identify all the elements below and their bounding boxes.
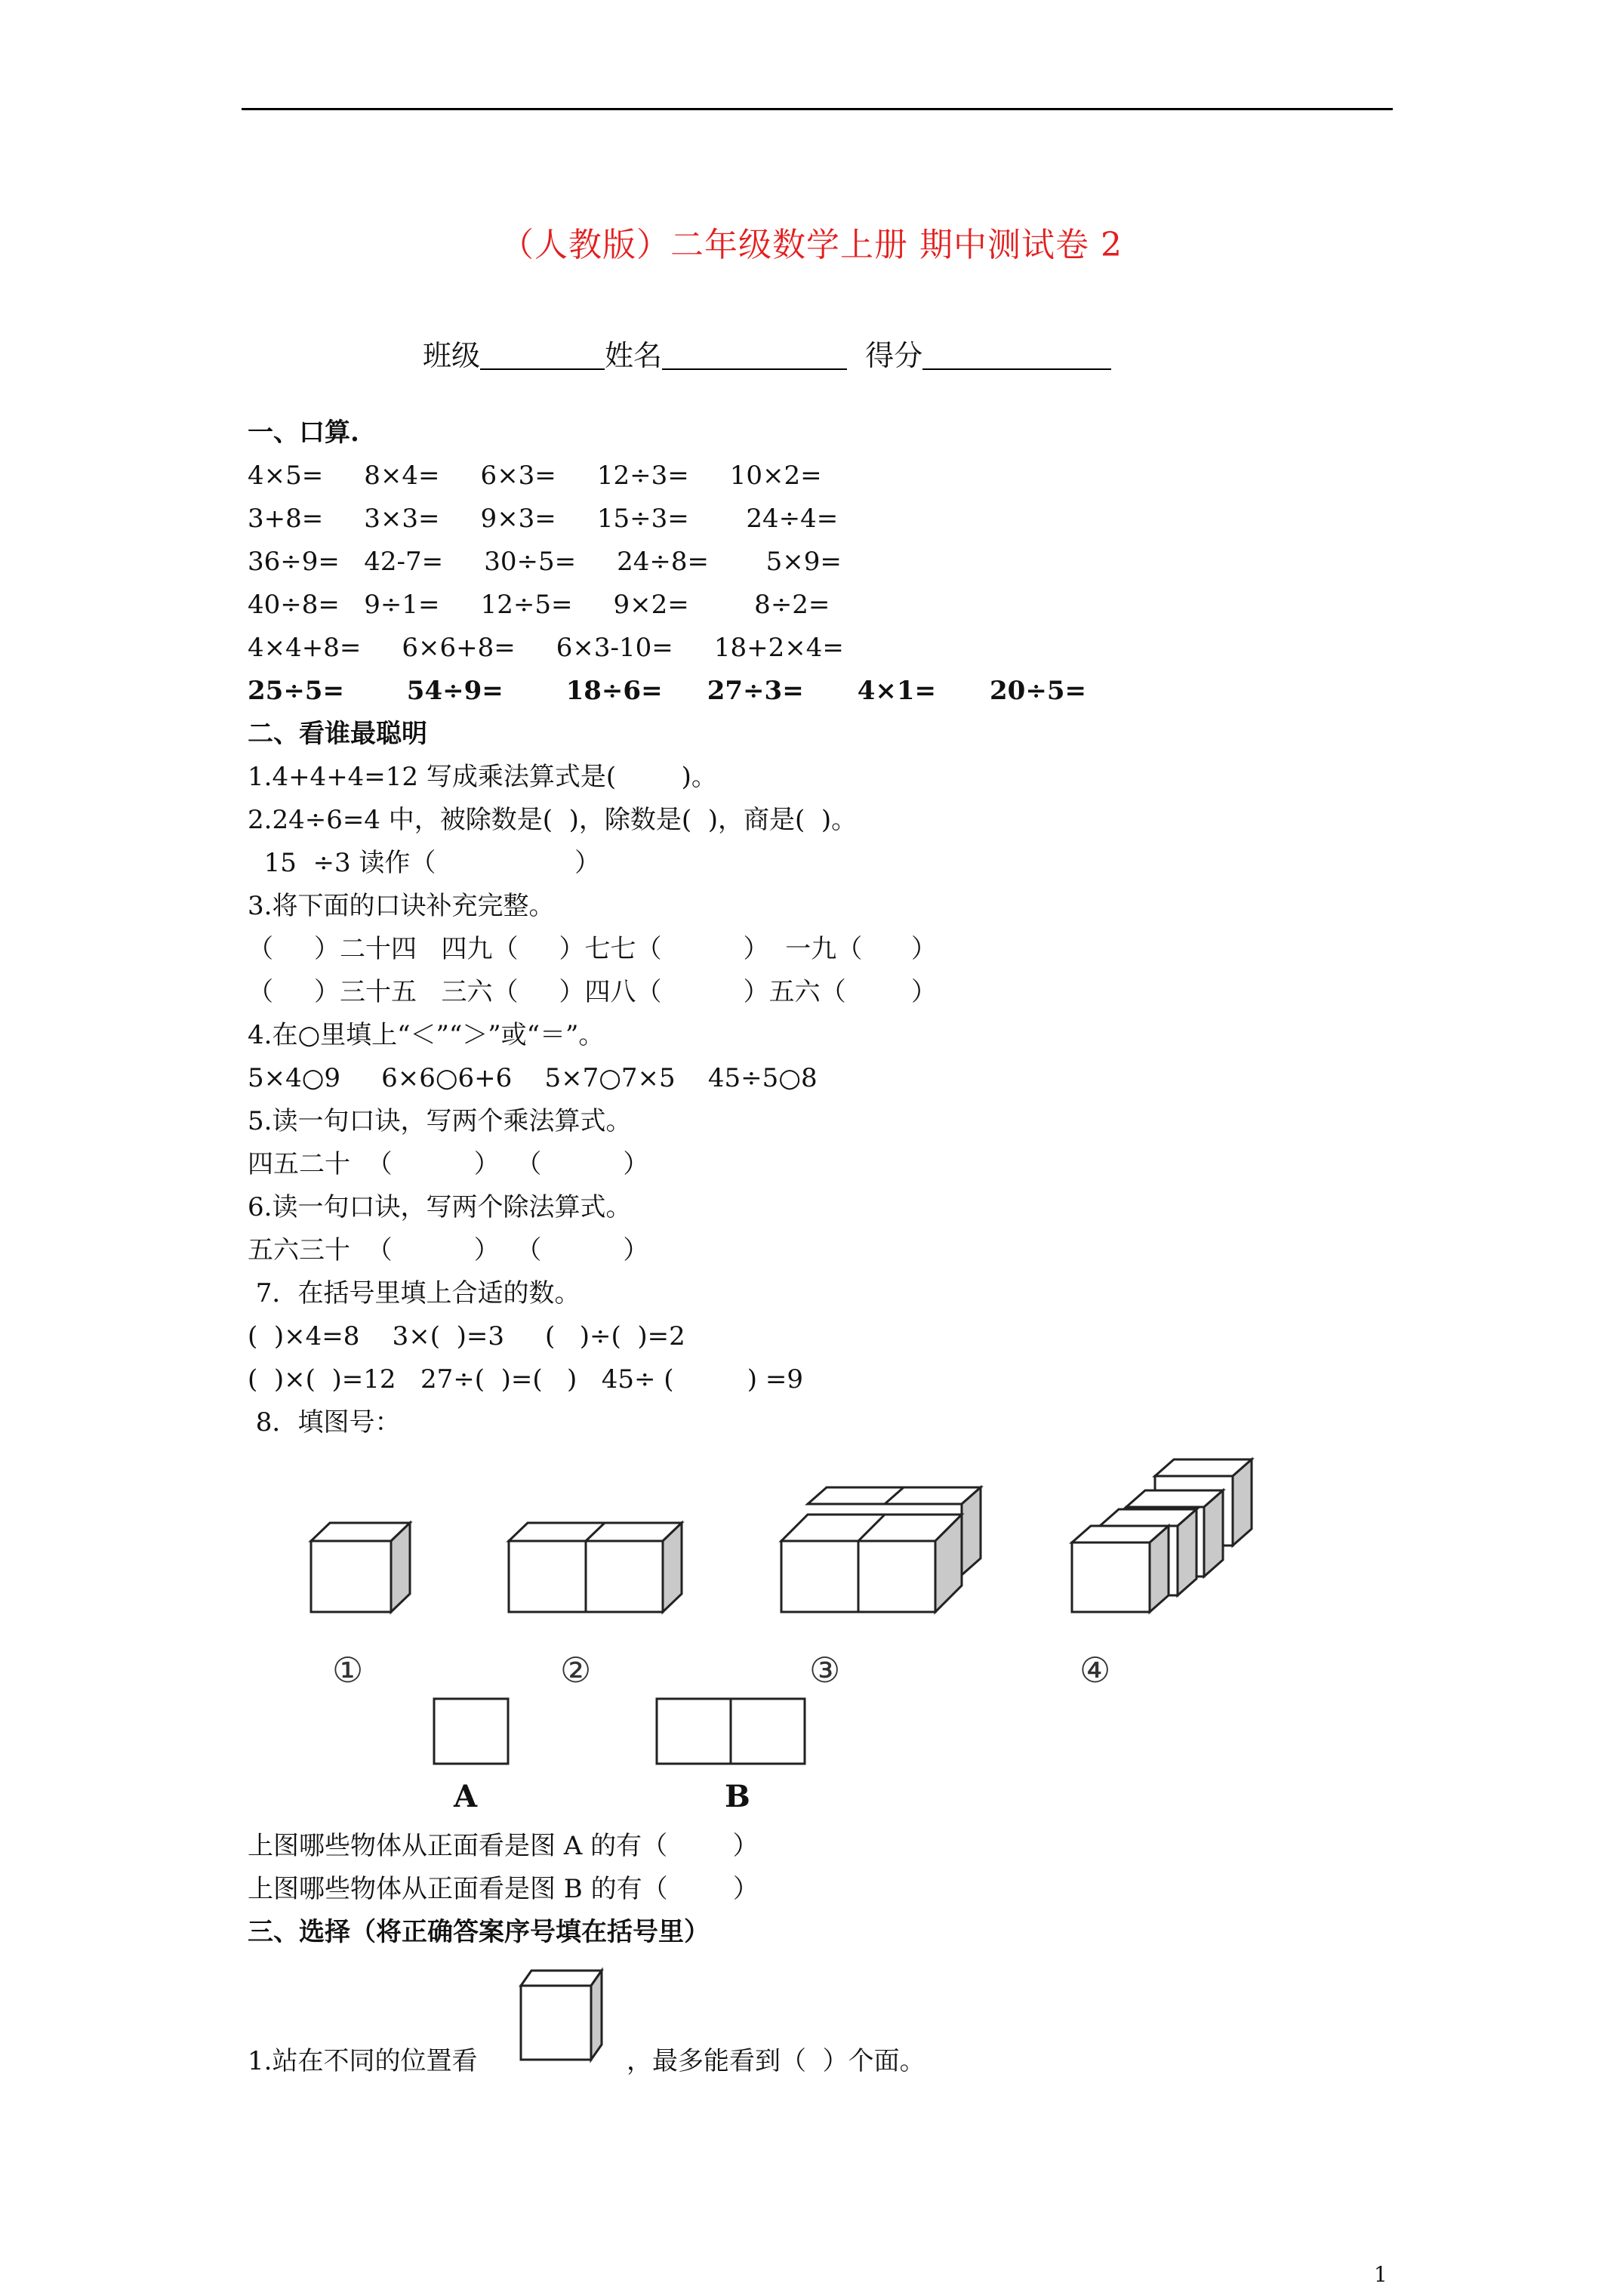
name-label: 姓名 (605, 339, 663, 372)
question-line: 7．在括号里填上合适的数。 (248, 1278, 581, 1308)
question-line: 5.读一句口诀，写两个乘法算式。 (248, 1106, 632, 1136)
view-label: A (454, 1779, 478, 1814)
question-line: 1.4+4+4=12 写成乘法算式是( )。 (248, 762, 717, 792)
question-line: ( )×( )=12 27÷( )=( ) 45÷ ( ) =9 (248, 1364, 803, 1395)
class-label: 班级 (423, 339, 481, 372)
figure-number: ③ (809, 1650, 841, 1690)
question-line: 2.24÷6=4 中，被除数是( )，除数是( )，商是( )。 (248, 805, 858, 835)
view-a-square (434, 1699, 508, 1764)
section2-heading: 二、看谁最聪明 (248, 719, 427, 749)
calc-row: 36÷9= 42-7= 30÷5= 24÷8= 5×9= (248, 547, 842, 577)
score-blank[interactable] (922, 338, 1111, 370)
question-line: 15 ÷3 读作（ ） (248, 848, 601, 878)
cube-figures (0, 1450, 1623, 1827)
calc-row: 3+8= 3×3= 9×3= 15÷3= 24÷4= (248, 504, 839, 534)
page-title: （人教版）二年级数学上册 期中测试卷 2 (500, 226, 1123, 264)
calc-row: 4×4+8= 6×6+8= 6×3-10= 18+2×4= (248, 633, 844, 663)
question-line: 5×4○9 6×6○6+6 5×7○7×5 45÷5○8 (248, 1063, 818, 1093)
figure-4-cubes (1072, 1459, 1252, 1612)
question-line: 上图哪些物体从正面看是图 B 的有（ ） (248, 1874, 759, 1904)
name-blank[interactable] (662, 338, 847, 370)
question-line: ( )×4=8 3×( )=3 ( )÷( )=2 (248, 1321, 685, 1351)
section1-heading: 一、口算. (248, 418, 359, 448)
question-line: （ ）三十五 三六（ ）四八（ ）五六（ ） (248, 977, 938, 1007)
question-line: 上图哪些物体从正面看是图 A 的有（ ） (248, 1831, 759, 1861)
score-label: 得分 (865, 339, 923, 372)
question-line: 6.读一句口诀，写两个除法算式。 (248, 1192, 632, 1222)
question-line: 3.将下面的口诀补充完整。 (248, 891, 555, 921)
figure-number: ① (332, 1650, 364, 1690)
question-line: 四五二十 （ ） （ ） (248, 1149, 649, 1179)
calc-row: 4×5= 8×4= 6×3= 12÷3= 10×2= (248, 461, 822, 491)
single-cube-icon (513, 1955, 604, 2069)
calc-row: 40÷8= 9÷1= 12÷5= 9×2= 8÷2= (248, 590, 830, 620)
figure-1-cube (311, 1523, 410, 1612)
view-b-square-right (731, 1699, 805, 1764)
view-label: B (725, 1779, 750, 1814)
q1-text-after: ，最多能看到（ ）个面。 (627, 2046, 925, 2076)
question-line: 4.在○里填上“＜”“＞”或“＝”。 (248, 1020, 605, 1050)
student-info (423, 332, 1111, 374)
page-number: 1 (1374, 2262, 1387, 2287)
section3-heading: 三、选择（将正确答案序号填在括号里） (248, 1917, 710, 1947)
header-rule (242, 108, 1393, 110)
q1-text-before: 1.站在不同的位置看 (248, 2046, 478, 2076)
figure-number: ② (560, 1650, 592, 1690)
question-line: （ ）二十四 四九（ ）七七（ ） 一九（ ） (248, 934, 938, 964)
calc-row: 25÷5= 54÷9= 18÷6= 27÷3= 4×1= 20÷5= (248, 676, 1086, 706)
figure-2-cubes (509, 1523, 682, 1612)
question-line: 五六三十 （ ） （ ） (248, 1235, 649, 1265)
question-line: 8．填图号： (248, 1407, 401, 1438)
figure-3-cubes (781, 1487, 981, 1612)
view-b-square-left (657, 1699, 731, 1764)
class-blank[interactable] (480, 338, 605, 370)
figure-number: ④ (1079, 1650, 1111, 1690)
